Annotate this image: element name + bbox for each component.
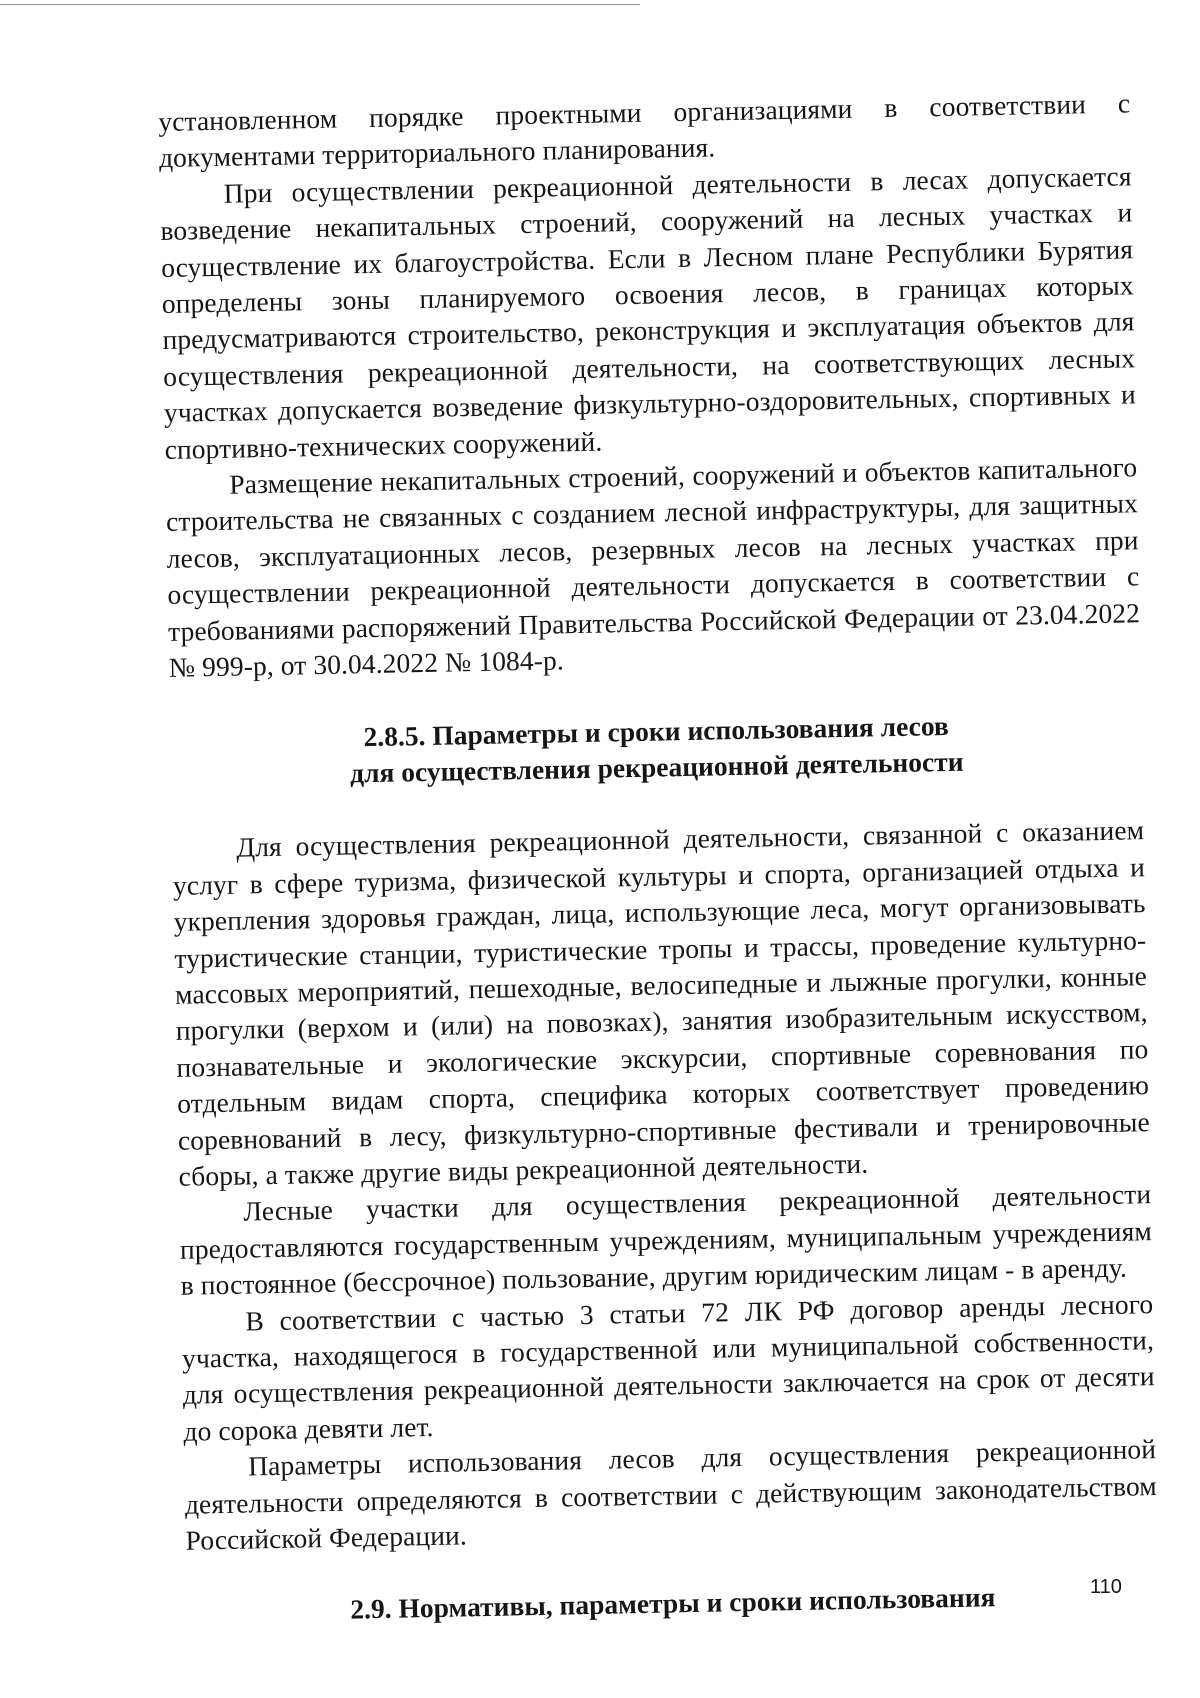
document-page bbox=[158, 85, 1159, 1631]
paragraph-recreational-structures: При осуществлении рекреационной деятельности в лесах допускается возведение некапитальных строений, сооружений на лесных участках и осуществление их благоустройства. Если в Лесном плане Республики Бурятия определены зоны планируемого освоения лесов, в границах которых предусматриваются строительство, реконструкция и эксплуатация объектов для осуществления рекреационной деятельности, на соответствующих лесных участках допускается возведение физкультурно-оздоровительных, спортивных и спортивно-технических сооружений. bbox=[160, 160, 1137, 465]
section-heading-2-8-5-line1: 2.8.5. Параметры и сроки использования лесов bbox=[363, 709, 949, 752]
paragraph-placement-rules: Размещение некапитальных строений, сооружений и объектов капитального строительства не связанных с созданием лесной инфраструктуры, для защитных лесов, эксплуатационных лесов, резервных лесов на лесных участках при осуществлении рекреационной деятельности допускается в соответствии с требованиями распоряжений Правительства Российской Федерации от 23.04.2022 № 999-р, от 30.04.2022 № 1084-р. bbox=[165, 451, 1141, 683]
page-number: 110 bbox=[1090, 1576, 1122, 1598]
paragraph-recreation-activities: Для осуществления рекреационной деятельности, связанной с оказанием услуг в сфере туризма, физической культуры и спорта, организацией отдыха и укрепления здоровья граждан, лица, использующие леса, могут организовывать туристические станции, туристические тропы и трассы, проведение культурно-массовых мероприятий, пешеходные, велосипедные и лыжные прогулки, конные прогулки (верхом и (или) на повозках), занятия изобразительным искусством, познавательные и экологические экскурсии, спортивные соревнования по отдельным видам спорта, специфика которых соответствует проведению соревнований в лесу, физкультурно-спортивные фестивали и тренировочные сборы, а также другие виды рекреационной деятельности. bbox=[172, 814, 1151, 1192]
paragraph-parameters: Параметры использования лесов для осуществления рекреационной деятельности определяются в соответствии с действующим законодательством Российской Федерации. bbox=[184, 1433, 1157, 1556]
section-heading-2-8-5 bbox=[170, 704, 1143, 795]
paragraph-continuation: установленном порядке проектными организациями в соответствии с документами территориального планирования. bbox=[158, 87, 1131, 174]
section-heading-2-8-5-line2: для осуществления рекреационной деятельности bbox=[349, 745, 964, 789]
section-heading-2-9-line1: 2.9. Нормативы, параметры и сроки использования bbox=[350, 1581, 996, 1626]
section-heading-2-9 bbox=[187, 1577, 1160, 1632]
scan-edge-line bbox=[0, 4, 640, 5]
paragraph-land-provision: Лесные участки для осуществления рекреационной деятельности предоставляются государственным учреждениям, муниципальным учреждениям в постоянное (бессрочное) пользование, другим юридическим лицам - в аренду. bbox=[179, 1178, 1153, 1301]
paragraph-lease-term: В соответствии с частью 3 статьи 72 ЛК РФ договор аренды лесного участка, находящегося в государственной или муниципальной собственности, для осуществления рекреационной деятельности заключается на срок от десяти до сорока девяти лет. bbox=[181, 1287, 1155, 1447]
